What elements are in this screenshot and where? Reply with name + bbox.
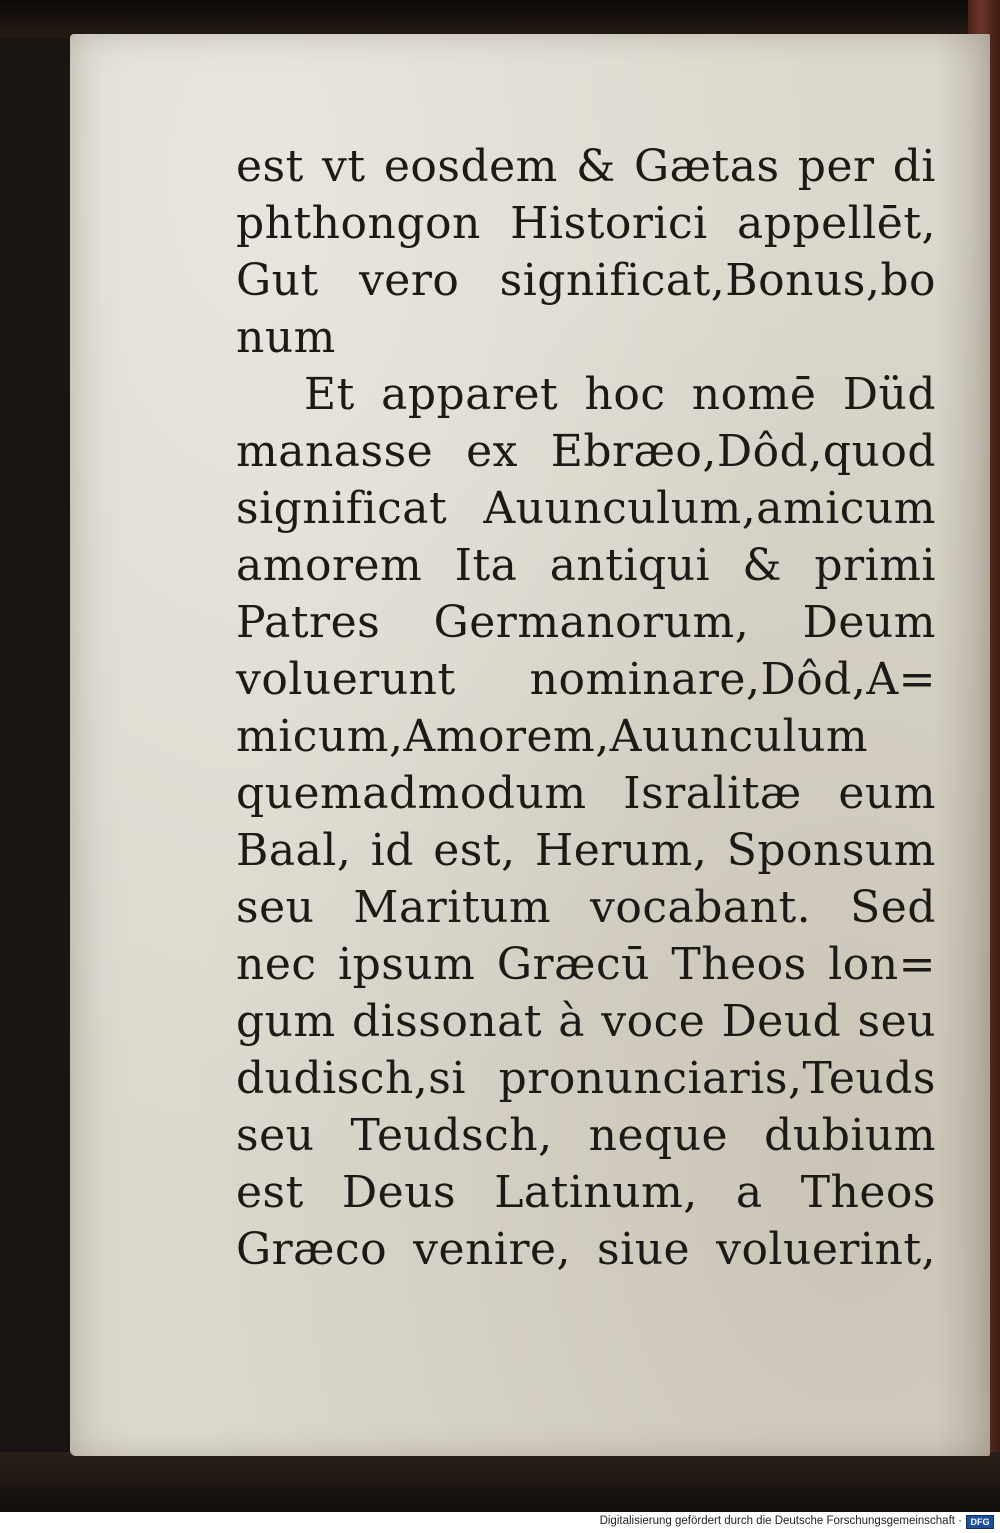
- text-line: Gut vero significat,Bonus,bo: [236, 255, 936, 306]
- text-line: phthongon Historici appellēt,: [236, 198, 936, 249]
- text-line: est vt eosdem & Gætas per di: [236, 141, 936, 192]
- dfg-logo-icon: DFG: [966, 1515, 994, 1529]
- book-bottom-edge: [0, 1452, 1000, 1512]
- funding-credit: Digitalisierung gefördert durch die Deutsche Forschungsgemeinschaft ·: [599, 1515, 962, 1527]
- text-line: quemadmodum Isralitæ eum: [236, 768, 936, 819]
- text-line: micum,Amorem,Auunculum: [236, 711, 869, 762]
- digitization-footer: [0, 1512, 1000, 1533]
- page-text: [236, 138, 936, 1278]
- text-line: amorem Ita antiqui & primi: [236, 540, 936, 591]
- text-line: seu Maritum vocabant. Sed: [236, 882, 936, 933]
- text-line: Et apparet hoc nomē Düd: [304, 369, 936, 420]
- text-line: significat Auunculum,amicum: [236, 483, 936, 534]
- text-line: Baal, id est, Herum, Sponsum: [236, 825, 936, 876]
- text-line: manasse ex Ebræo,Dôd,quod: [236, 426, 936, 477]
- text-line: gum dissonat à voce Deud seu: [236, 996, 936, 1047]
- text-line: est Deus Latinum, a Theos: [236, 1167, 936, 1218]
- book-top-edge: [0, 0, 1000, 38]
- text-line: seu Teudsch, neque dubium: [236, 1110, 936, 1161]
- text-line: dudisch,si pronunciaris,Teuds: [236, 1053, 936, 1104]
- text-line: voluerunt nominare,Dôd,A=: [236, 654, 936, 705]
- text-line: Patres Germanorum, Deum: [236, 597, 936, 648]
- text-line: Græco venire, siue voluerint,: [236, 1224, 936, 1275]
- text-line: num: [236, 312, 336, 363]
- text-line: nec ipsum Græcū Theos lon=: [236, 939, 936, 990]
